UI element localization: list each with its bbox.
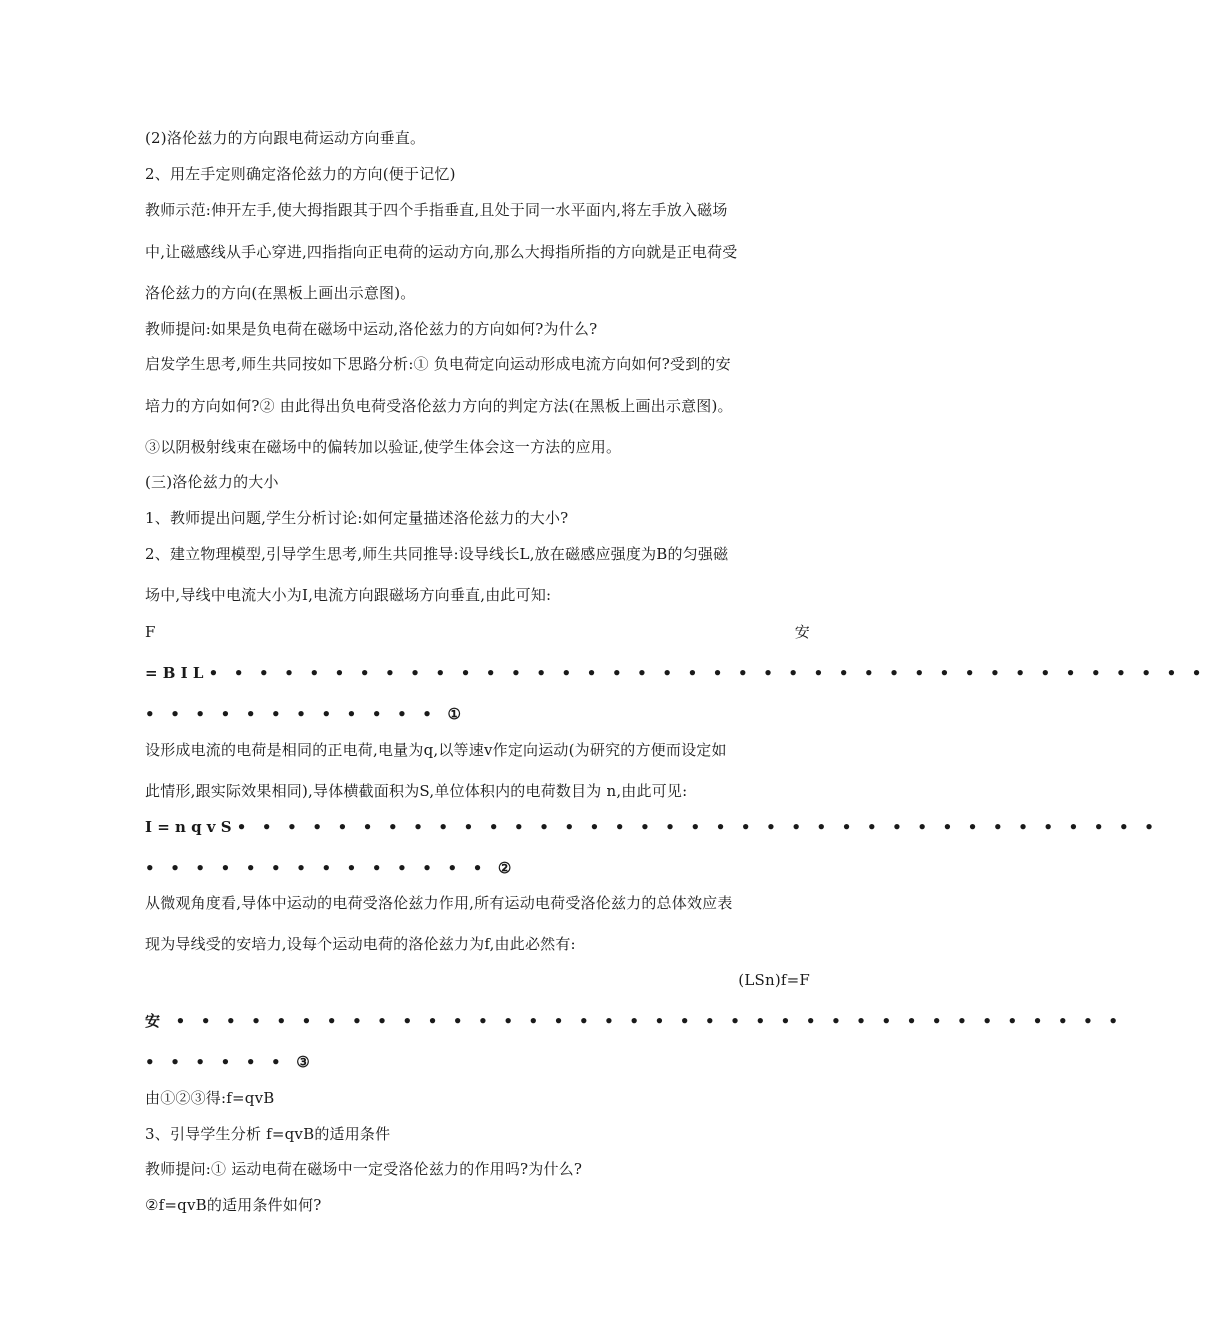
paragraph-line: ②f=qvB的适用条件如何? bbox=[145, 1196, 322, 1214]
paragraph-line: 启发学生思考,师生共同按如下思路分析:① 负电荷定向运动形成电流方向如何?受到的安 bbox=[145, 355, 731, 373]
paragraph-line: 此情形,跟实际效果相同),导体横截面积为S,单位体积内的电荷数目为 n,由此可见: bbox=[145, 782, 688, 800]
paragraph-line: 现为导线受的安培力,设每个运动电荷的洛伦兹力为f,由此必然有: bbox=[145, 935, 576, 953]
equation-1-marker: • • • • • • • • • • • • ① bbox=[145, 705, 467, 723]
equation-1-left: F bbox=[145, 623, 156, 641]
equation-2-line: I=nqvS• • • • • • • • • • • • • • • • • • • • • • • • • • • • • • • • • • • • • bbox=[145, 818, 1160, 836]
section-heading: (三)洛伦兹力的大小 bbox=[145, 473, 279, 491]
paragraph-line: 教师提问:① 运动电荷在磁场中一定受洛伦兹力的作用吗?为什么? bbox=[145, 1160, 583, 1178]
paragraph-line: 从微观角度看,导体中运动的电荷受洛伦兹力作用,所有运动电荷受洛伦兹力的总体效应表 bbox=[145, 894, 733, 912]
equation-1-row bbox=[145, 622, 810, 644]
paragraph-line: 洛伦兹力的方向(在黑板上画出示意图)。 bbox=[145, 284, 416, 302]
equation-3-right: (LSn)f=F bbox=[738, 971, 810, 989]
paragraph-line: 由①②③得:f=qvB bbox=[145, 1089, 275, 1107]
paragraph-line: 2、用左手定则确定洛伦兹力的方向(便于记忆) bbox=[145, 165, 456, 183]
equation-3-line: 安 • • • • • • • • • • • • • • • • • • • • • • • • • • • • • • • • • • • • • • bbox=[145, 1012, 1124, 1030]
paragraph-line: 培力的方向如何?② 由此得出负电荷受洛伦兹力方向的判定方法(在黑板上画出示意图)。 bbox=[145, 397, 733, 415]
paragraph-line: 教师示范:伸开左手,使大拇指跟其于四个手指垂直,且处于同一水平面内,将左手放入磁场 bbox=[145, 201, 728, 219]
paragraph-line: 1、教师提出问题,学生分析讨论:如何定量描述洛伦兹力的大小? bbox=[145, 509, 569, 527]
paragraph-line: 3、引导学生分析 f=qvB的适用条件 bbox=[145, 1125, 391, 1143]
equation-2-marker: • • • • • • • • • • • • • • ② bbox=[145, 859, 517, 877]
paragraph-line: (2)洛伦兹力的方向跟电荷运动方向垂直。 bbox=[145, 129, 426, 147]
equation-1-right: 安 bbox=[794, 623, 810, 641]
paragraph-line: 场中,导线中电流大小为I,电流方向跟磁场方向垂直,由此可知: bbox=[145, 586, 552, 604]
paragraph-line: 2、建立物理模型,引导学生思考,师生共同推导:设导线长L,放在磁感应强度为B的匀强磁 bbox=[145, 545, 729, 563]
paragraph-line: 教师提问:如果是负电荷在磁场中运动,洛伦兹力的方向如何?为什么? bbox=[145, 320, 598, 338]
paragraph-line: 设形成电流的电荷是相同的正电荷,电量为q,以等速v作定向运动(为研究的方便而设定如 bbox=[145, 741, 727, 759]
equation-3-marker: • • • • • • ③ bbox=[145, 1053, 315, 1071]
paragraph-line: 中,让磁感线从手心穿进,四指指向正电荷的运动方向,那么大拇指所指的方向就是正电荷受 bbox=[145, 243, 738, 261]
equation-1-line: =BIL• • • • • • • • • • • • • • • • • • • • • • • • • • • • • • • • • • • • • • • • bbox=[145, 664, 1207, 682]
paragraph-line: ③以阴极射线束在磁场中的偏转加以验证,使学生体会这一方法的应用。 bbox=[145, 438, 622, 456]
